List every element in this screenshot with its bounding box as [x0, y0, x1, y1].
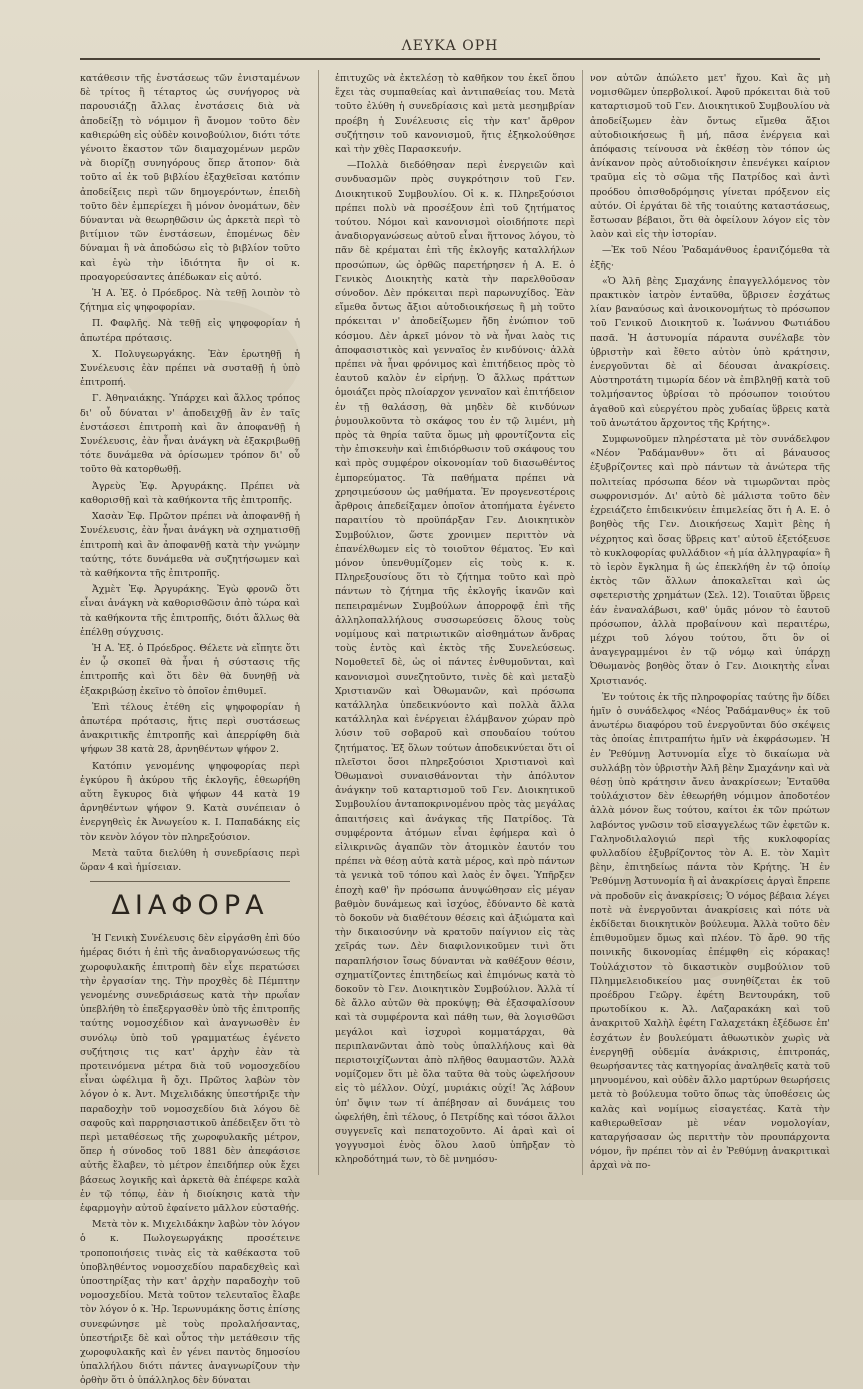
running-title: ΛΕΥΚΑ ΟΡΗ [401, 38, 499, 54]
paragraph: Ἡ Α. Ἐξ. ὁ Πρόεδρος. Θέλετε νὰ εἴπητε ὅτι ἐν ᾧ σκοπεῖ θὰ ἦναι ἡ σύστασις τῆς ἐπιτροπῆς καὶ ὅτι δὲν θὰ δυνηθῇ νὰ ἐξακριβώσῃ ἐκεῖνο τὸ ὁποῖον ἐπιθυμεῖ. [80, 642, 300, 697]
paragraph: Ἀγρεὺς Ἐφ. Ἀργυράκης. Πρέπει νὰ καθορισθῇ καὶ τὰ καθήκοντα τῆς ἐπιτροπῆς. [80, 480, 300, 506]
column-divider [318, 70, 319, 1175]
paragraph: νον αὐτῶν ἀπώλετο μετ' ἤχου. Καὶ ἂς μὴ νομισθῶμεν ὑπερβολικοί. Ἀφοῦ πρόκειται διὰ τοῦ καταρτισμοῦ τοῦ Γεν. Διοικητικοῦ Συμβουλίου νὰ ἀποδείξωμεν ἐὰν ὄντως εἴμεθα ἄξιοι αὐτοδιοικήσεως ἢ μή, πᾶσα ἐνέργεια καὶ ἀπόφασις τείνουσα νὰ ἐκθέσῃ τὸν τόπον ὡς ἀνίκανον πρὸς αὐτοδιοίκησιν ἐπενέγκει καίριον τραῦμα εἰς τὸ σῶμα τῆς Πατρίδος καὶ ἀντὶ προόδου ὀπισθοδρόμησις γίνεται πρόξενον εἰς αὐτόν. Οἱ ἐργάται δὲ τῆς τοιαύτης καταστάσεως, ἔστωσαν βέβαιοι, ὅτι θὰ ὀφείλουν λόγον εἰς τὸν λαὸν καὶ εἰς τὴν ἱστορίαν. [590, 73, 830, 241]
paragraph: Ἐπὶ τέλους ἐτέθη εἰς ψηφοφορίαν ἡ ἀπωτέρα πρότασις, ἥτις περὶ συστάσεως ἀνακριτικῆς ἐπιτροπῆς καὶ ἀπερρίφθη διὰ ψήφων 38 κατὰ 28, ἀρνηθέντων ψήφον 2. [80, 701, 300, 756]
paragraph: Ἡ Γενικὴ Συνέλευσις δὲν εἰργάσθη ἐπὶ δύο ἡμέρας διότι ἡ ἐπὶ τῆς ἀναδιοργανώσεως τῆς χωροφυλακῆς ἐπιτροπὴ δὲν εἶχε περατώσει τὴν ἐργασίαν της. Τὴν προχθὲς δὲ Πέμπτην γενομένης συνεδριάσεως κατὰ τὴν πρωΐαν ὑπεβλήθη τὸ ἐπεξεργασθὲν ὑπὸ τῆς ἐπιτροπῆς ταύτης νομοσχέδιον καὶ ἀναγνωσθὲν ἐν συνόλῳ ὑπὸ τοῦ γραμματέως ἐγένετο συζήτησις τις κατ' ἀρχὴν ἐὰν τὰ προτεινόμενα μέτρα διὰ τοῦ νομοσχεδίου εἶναι ὠφέλιμα ἢ ὄχι. Πρῶτος λαβὼν τὸν λόγον ὁ κ. Ἀντ. Μιχελιδάκης ὑπεστήριξε τὴν παραδοχὴν τοῦ νομοσχεδίου διὰ λόγου δὲ σαφοῦς καὶ παρρησιαστικοῦ ἀπέδειξεν ὅτι τὸ περὶ μεταθέσεως τῆς χωροφυλακῆς μέτρον, ὅπερ ἡ σύνοδος τοῦ 1881 δὲν ἀπεφάσισε αὐτῆς ἔλαβεν, τὸ μέτρον ἐπειδήπερ οὐκ ἔχει βάσεως λογικῆς καὶ ἀρκετὰ θὰ ἐπέφερε καλὰ ἐν τῷ τόπῳ, ἐὰν ἡ διοίκησις κατὰ τὴν ἐφαρμογὴν αὐτοῦ ἐφαίνετο μᾶλλον εὐσταθής. [80, 933, 300, 1215]
column-2 [335, 72, 575, 1172]
paragraph: Συμφωνοῦμεν πληρέστατα μὲ τὸν συνάδελφον «Νέον Ῥαδάμανθυν» ὅτι αἱ βάναυσος ἐξυβρίζοντες καὶ πρὸ πάντων τὰ ἀνώτερα τῆς πολιτείας πρόσωπα δέον νὰ τιμωρῶνται πρὸς σωφρονισμόν. Δι' αὐτὸ δὲ μάλιστα τοῦτο δὲν ἐχρειάζετο ἐπιδεικνύειν ἐπιμελείας ὅτι ἡ Α. Ε. ὁ βοηθὸς τῆς Γεν. Διοικήσεως Χαμὶτ βὲης ἡ νέχρητος καὶ ὅσας ὕβρεις κατ' αὐτοῦ ἐξετόξευσε τὸ κυκλοφορίας φυλλάδιον «ἡ μία ἀλληγραφία» ἢ τὸ ἱερὸν ἔγκλημα ἢ ὡς ἐπεκλήθη ἐν τῷ ὁποίῳ ἐκτὸς τῶν ἄλλων ἀποκαλεῖται καὶ ὡς σφετεριστὴς χρημάτων (Σελ. 12). Τοιαῦται ὕβρεις ἐάν ἐναναλάβωσι, καθ' ὑμᾶς μόνον τὸ ἑαυτοῦ πρόσωπον, ἀλλὰ προβαίνουν καὶ περαιτέρω, μέχρι τοῦ λόγου τούτου, ὅτι ὃν οἱ ἀναγεγραμμένοι ἐν τῷ νόμῳ καὶ ὑπάρχῃ Ὀθωμανὸς βοηθὸς ὅταν ὁ Γεν. Διοικητὴς εἶναι Χριστιανός. [590, 434, 830, 687]
paragraph: —Πολλὰ διεδόθησαν περὶ ἐνεργειῶν καὶ συνδυασμῶν πρὸς συγκρότησιν τοῦ Γεν. Διοικητικοῦ Συμβουλίου. Οἱ κ. κ. Πληρεξούσιοι πρέπει πολὺ νὰ προσέξουν ἐπὶ τοῦ ζητήματος τούτου. Νόμοι καὶ κανονισμοὶ οἱοιδήποτε περὶ ἀναδιοργανώσεως αὐτοῦ εἶναι ἥττονος λόγου, τὸ πᾶν δὲ κρέμαται ἐπὶ τῆς ἐκλογῆς καταλλήλων προσώπων, ὡς ὀρθῶς παρετήρησεν ἡ Α. Ε. ὁ Γενικὸς Διοικητὴς κατὰ τὴν παρελθοῦσαν σύνοδον. Δὲν πρόκειται περὶ παρωνυχίδος. Ἐὰν εἴμεθα ὄντως ἄξιοι αὐτοδιοικήσεως ἢ μὴ τοῦτο πρόκειται ν' ἀποδείξωμεν ἤδη ἐνώπιον τοῦ κόσμου. Δὲν ἀρκεῖ μόνον τὸ νὰ ἦναι λαὸς τις ἀποφασιστικὸς καὶ γενναῖος ἐν κινδύνοις· ἀλλὰ πρέπει νὰ ἦναι φρόνιμος καὶ ἐπιτήδειος πρὸς τὸ ἑαυτοῦ καλὸν ἐν εἰρήνῃ. Ὁ ἄλλως πράττων ὁμοιάζει πρὸς πλοίαρχον γενναῖον καὶ ἐπιτήδειον ἐν τῇ θαλάσσῃ, θὰ μηδὲν δὲ κινδύνων ῥυμουλκοῦντα τὸ σκάφος του ἐν τῷ λιμένι, μὴ πρὸς τὰ θηρία ταῦτα ὅμως μὴ φροντίζοντα εἰς τὴν ἐπισκευὴν καὶ ἐπιδιόρθωσιν τοῦ σκάφους του καὶ πρὸς συμφέρον οἰκονομίαν τοῦ διασωθέντος ἐμπορεύματος. Τὰ παθήματα πρέπει νὰ χρησιμεύσουν ὡς μαθήματα. Ἐν προγενεστέροις ἄρθροις ἀπεδείξαμεν ὁποῖον ἀτοπήματα ἐγένετο παραιτίου τὸ προϋπάρξαν Γεν. Διοικητικὸν Συμβούλιον, ὥστε χρονιμεν περιττὸν νὰ ἐπανέλθωμεν εἰς τὸ τοιοῦτον θέματος. Ἐν καὶ μόνον ὑπενθυμίζομεν εἰς τοὺς κ. κ. Πληρεξουσίους ὅτι τὸ ζήτημα τοῦτο καὶ πρὸ πάντων τὸ ζήτημα τῆς ἐκλογῆς ἱκανῶν καὶ πεπειραμένων Συμβούλων ἀπορροφᾷ ἐπὶ τῆς ἀλληλοπαλλήλους συσσωρεύσεις ὅλους τοὺς νομίμους καὶ πατριωτικῶν αἰσθημάτων ἄνδρας τοὺς ἐντὸς καὶ ἐκτὸς τῆς Συνελεύσεως. Νομοθετεῖ δὲ, ὡς οἱ πάντες ἐνθυμοῦνται, καὶ κανονισμοὶ συνεζητοῦντο, τινὲς δὲ καὶ μεταξὺ Χριστιανῶν καὶ Ὀθωμανῶν, καὶ πρόσωπα κατάλληλα ὑπεδεικνύοντο καὶ πολλὰ ἄλλα κατάλληλα καὶ ἐνέργειαι ἐλάμβανον χώραν πρὸ λύσιν τοῦ σοβαροῦ καὶ σπουδαίου τούτου ζητήματος. Ἐξ ὅλων τούτων ἀποδεικνύεται ὅτι οἱ πλεῖστοι ὅσοι πληρεξούσιοι Χριστιανοὶ καὶ Ὀθωμανοὶ συναισθάνονται τὴν ἀπόλυτον ἀνάγκην τοῦ καταρτισμοῦ τοῦ Γεν. Διοικητικοῦ Συμβουλίου ἀνταποκρινομένου πρὸς τὰς μεγάλας ἀπαιτήσεις καὶ ἀνάγκας τῆς Πατρίδος. Τὰ συμφέροντα ἀτόμων εἶναι ἐφήμερα καὶ ὁ εἰλικρινῶς ἀγαπῶν τὸν ἀτομικὸν ἑαυτόν του πρέπει νὰ θέσῃ αὐτὰ κατὰ μέρος, καὶ πρὸ πάντων τὰ γενικὰ τοῦ τόπου καὶ λαὸς ἐν ὄψει. Ὑπῆρξεν ἐποχὴ καθ' ἣν πρόσωπα ἀνυψώθησαν εἰς μέγαν βαθμὸν δυνάμεως καὶ ἰσχύος, ἐδύναντο δὲ κατὰ τὸ δοκοῦν νὰ διαθέτουν θέσεις καὶ ἀξιώματα καὶ τὴν δικαιοσύνην νὰ κρατοῦν παίγνιον εἰς τὰς χεῖράς των. Δὲν διαφιλονικοῦμεν τινὶ ὅτι παραπλήσιον ἴσως δύνανται νὰ καθέξουν θέσιν, σχηματίζοντες ἐπιτηδείως καὶ ἐπιμόνως κατὰ τὸ δοκοῦν τὸ Γεν. Διοικητικὸν Συμβούλιον. Ἀλλὰ τί δὲ ἄλλο αὐτῶν θὰ προκύψῃ; Θὰ ἐξασφαλίσουν καὶ τὰ συμφέροντα καὶ πάθη των, θὰ λογισθῶσι μεγάλοι καὶ ἰσχυροὶ κομματάρχαι, θὰ περιπλανῶνται ἀπὸ τοὺς ὑπαλλήλους καὶ θὰ περιστοιχίζωνται ἀπὸ πλῆθος θαυμαστῶν. Ἀλλὰ νομίζομεν ὅτι μὲ ὅλα ταῦτα θὰ τοὺς ὠφελήσουν εἰς τὸ μέλλον. Οὐχί, μυριάκις οὐχί! Ἂς λάβουν ὑπ' ὄψιν των τί ἀπέβησαν αἱ δυνάμεις του ὠφελήθη, ἐπὶ τέλους, ὁ Πετρίδης καὶ τόσοι ἄλλοι συγγενεῖς καὶ πεπατοχοῦντο. Αἱ ἀραὶ καὶ οἱ γογγυσμοὶ ἑνὸς ὅλου λαοῦ ὑπῆρξαν τὸ κληροδότημά των, τὸ δὲ μνημόσυ- [335, 160, 575, 1166]
paragraph: κατάθεσιν τῆς ἐνστάσεως τῶν ἐνισταμένων δὲ τρίτος ἢ τέταρτος ὡς συνήγορος νὰ παρουσιάζῃ ἄλλας ἐνστάσεις διὰ νὰ ἀποδείξῃ τὸ νόμιμον ἢ ἄνομον τοῦτο δὲν καθιερώθη εἰς οὐδὲν κοινοβούλιον, διότι τότε γένοιτο ἕκαστον τῶν διαμαχομένων μερῶν νὰ διορίζῃ συνηγόρους ὅπερ ἄτοπον· διὰ τοῦτο αἱ ἐκ τοῦ βιβλίου ἐξαχθεῖσαι κατόπιν ἀποδείξεις περὶ τῶν δημογερόντων, ἐπειδὴ τοῦτο δὲν ἐμπερίεχει ἢ μόνον ὀνομάτων, δὲν δύνανται νὰ θεωρηθῶσιν ὡς ἀρκετὰ περὶ τὸ βιτίμιον τῶν ἐνστάσεων, ἐπομένως δὲν δύναμαι ἢ νὰ ἀποδώσω εἰς τὸ βιβλίον τοῦτο καὶ ἐγὼ τὴν ἰδιότητα ἣν οἱ κ. προαγορεύσαντες ἀπέδωκαν εἰς αὐτό. [80, 73, 300, 283]
paragraph: Π. Φαφλῆς. Νὰ τεθῇ εἰς ψηφοφορίαν ἡ ἀπωτέρα πρότασις. [80, 318, 300, 344]
column-divider [582, 70, 583, 1175]
column-1 [80, 72, 300, 1387]
header-rule [80, 58, 820, 60]
paragraph: —Ἐκ τοῦ Νέου Ῥαδαμάνθυος ἐρανιζόμεθα τὰ ἑξῆς· [590, 245, 830, 271]
paragraph: Χ. Πολυγεωργάκης. Ἐὰν ἐρωτηθῇ ἡ Συνέλευσις ἐὰν πρέπει νὰ συσταθῇ ἡ ὑπὸ ἐπιτροπή. [80, 348, 300, 389]
paragraph: Μετὰ ταῦτα διελύθη ἡ συνεδρίασις περὶ ὥραν 4 καὶ ἡμίσειαν. [80, 847, 300, 873]
paragraph: Κατόπιν γενομένης ψηφοφορίας περὶ ἐγκύρου ἢ ἀκύρου τῆς ἐκλογῆς, ἐθεωρήθη αὕτη ἔγκυρος διὰ ψήφων 44 κατὰ 19 ἀρνηθέντων ψήφον 9. Κατὰ συνέπειαν ὁ ἐνεργηθεὶς ἐκ Ἀνωγείου κ. Ι. Παπαδάκης εἰς τὸν κενὸν λόγον τὸν πληρεξούσιον. [80, 760, 300, 843]
paragraph: Ἀχμὲτ Ἐφ. Ἀργυράκης. Ἐγὼ φρονῶ ὅτι εἶναι ἀνάγκη νὰ καθορισθῶσιν ἀπὸ τώρα καὶ τὰ καθήκοντα τῆς ἐπιτροπῆς, διότι ἄλλως θὰ ἐπέλθῃ σύγχυσις. [80, 584, 300, 638]
paragraph: Ἐν τούτοις ἐκ τῆς πληροφορίας ταύτης ἣν δίδει ἡμῖν ὁ συνάδελφος «Νέος Ῥαδάμανθυς» ἐκ τοῦ ἀνωτέρω διαφόρου τοῦ ἐνεργοῦνται δύο σκέψεις τὰς ὁποίας ἐπιτραπήτω ἡμῖν νὰ ἐκφράσωμεν. Ἡ ἐν Ῥεθύμνῃ Ἀστυνομία εἶχε τὸ δικαίωμα νὰ συλλάβῃ τὸν ὑβριστὴν Ἀλῆ βὲην Σμαχάνην καὶ νὰ θέσῃ ὑπὸ κράτησιν ἄνευ ἀνακρίσεων; Ἐνταῦθα τοὐλάχιστον δὲν ἐθεωρήθη νόμιμον ἀποδοτέον ἀλλὰ μόνον ἕως τούτου, καίτοι ἐκ τῶν πρώτων λαβόντος γνῶσιν τοῦ εἰσαγγελέως τῶν ἐφετῶν κ. Γαληνοδιλαλογιώ περὶ τῆς κυκλοφορίας φυλλαδίου ἐξυβρίζοντος τὸν Α. Ε. τὸν Χαμὶτ βὲην, ἐπιτηδείως πάντα τὸν Κρήτης. Ἡ ἐν Ῥεθύμνῃ Ἀστυνομία ἢ αἱ ἀνακρίσεις ἀργαὶ ἔπρεπε νὰ προδοῦν εἰς ἀνακρίσεις; Ὁ νόμος βέβαια λέγει ποτὲ νὰ ἐνεργοῦνται ἀνακρίσεις καὶ πότε νὰ ἐκδίδεται διοικητικὸν βούλευμα. Ἀλλὰ τοῦτο δὲν ἐπιθυμοῦμεν ὅμως καὶ πλέον. Τὸ ἄρθ. 90 τῆς ποινικῆς δικονομίας ἐπέμφθη εἰς κόρακας! Τοὐλάχιστον τὸ δικαστικὸν συμβούλιον τοῦ Πλημμελειοδικείου μας συνηθίζεται ἐκ τοῦ προέδρου Γεῶργ. ἐφέτη Βεντουράκη, τοῦ πρωτοδίκου κ. Ἀλ. Λαζαρακάκη καὶ τοῦ ἀνακριτοῦ Χαλὴλ ἐφέτη Γαλαχετάκη ἐξέδωσε ἐπ' ἐσχάτων ἐν βουλεύματι ἀθωωτικὸν χωρὶς νὰ ἐνεργηθῇ οὐδεμία ἀνάκρισις, ἐπιτροπάς, θεωρήσαντες τὰς κατηγορίας ἀναληθεῖς κατὰ τοῦ μηνυομένου, καὶ οὐδὲν ἄλλο μαρτύρων θεωρήσεις μετὰ τὸ βούλευμα τοῦτο ὅπως τὰς ὑποθέσεις ὡς καλὰς καὶ νομίμως εἰσαγετέας. Κατὰ τὴν καθιερωθεῖσαν μὲ νέαν νομολογίαν, καταργήσασαν ὡς περιττὴν τὸν προυπάρχοντα νόμον, ἣν πρέπει τὸν αἱ ἐν Ῥεθύμνῃ ἀνακριτικαὶ ἀρχαὶ νὰ πο- [590, 691, 830, 1172]
masthead [80, 34, 820, 64]
paragraph: ἐπιτυχῶς νὰ ἐκτελέσῃ τὸ καθῆκον του ἐκεῖ ὅπου ἔχει τὰς συμπαθείας καὶ ἀντιπαθείας του. Μετὰ τοῦτο ἐλύθη ἡ συνεδρίασις καὶ μετὰ μεσημβρίαν προέβη ἡ Συνέλευσις εἰς τὴν κατ' ἄρθρον συζήτησιν τοῦ κανονισμοῦ, ἥτις ἐξηκολούθησε καὶ τὴν χθὲς Παρασκευήν. [335, 73, 575, 156]
paragraph: Γ. Ἀθηναιάκης. Ὑπάρχει καὶ ἄλλος τρόπος δι' οὗ δύναται ν' ἀποδειχθῇ ἂν ἐν ταῖς ἐνστάσεσι ἐπιτροπὴ καὶ ἂν ἀποφανθῇ ἡ Συνέλευσις, ἐὰν ἦναι ἀνάγκη νὰ ἐξακριβωθῇ τότε δυνάμεθα νὰ ὁρίσωμεν τρόπον δι' οὗ τοῦτο θὰ κατορθωθῇ. [80, 393, 300, 476]
column-3 [590, 72, 830, 1172]
paragraph: Ἡ Α. Ἐξ. ὁ Πρόεδρος. Νὰ τεθῇ λοιπὸν τὸ ζήτημα εἰς ψηφοφορίαν. [80, 288, 300, 314]
paragraph: «Ὁ Ἀλῆ βὲης Σμαχάνης ἐπαγγελλόμενος τὸν πρακτικὸν ἰατρὸν ἐνταῦθα, ὕβρισεν ἐσχάτως λίαν βαναύσως καὶ ἀνοικονομήτως τὸ πρόσωπον τοῦ Γενικοῦ Διοικητοῦ κ. Ἰωάννου Φωτιάδου πασᾶ. Ἡ ἀστυνομία πάραυτα συνέλαβε τὸν ὑβριστὴν καὶ ἔθετο αὐτὸν ὑπὸ κράτησιν, ἐνεργοῦνται δὲ αἱ δέουσαι ἀνακρίσεις. Αὐστηροτάτη τιμωρία δέον νὰ ἐπιβληθῇ κατὰ τοῦ τολμήσαντος ὑβρίσαι τὸ πρόσωπον τοιούτου ἀγαθοῦ καὶ εὐεργέτου πρὸς χυδαίας ὕβρεις κατὰ τοῦ ἀνωτάτου ἄρχοντος τῆς Κρήτης». [590, 275, 830, 429]
section-separator [90, 881, 290, 882]
section-title: ΔΙΑΦΟΡΑ [111, 890, 269, 922]
paragraph: Χασὰν Ἐφ. Πρῶτον πρέπει νὰ ἀποφανθῇ ἡ Συνέλευσις, ἐὰν ἦναι ἀνάγκη νὰ σχηματισθῇ ἐπιτροπὴ καὶ ἂν ἀποφανθῇ κατὰ τὴν γνώμην ταύτης, τότε δυνάμεθα νὰ συζητήσωμεν καὶ τὰ καθήκοντα τῆς ἐπιτροπῆς. [80, 511, 300, 579]
paragraph: Μετὰ τὸν κ. Μιχελιδάκην λαβὼν τὸν λόγον ὁ κ. Πωλογεωργάκης προσέτεινε τροποποιήσεις τινὰς εἰς τὰ καθέκαστα τοῦ ὑποβληθέντος νομοσχεδίου παραδεχθεὶς καὶ ὑποστηρίξας τὴν κατ' ἀρχὴν παραδοχὴν τοῦ νομοσχεδίου. Μετὰ τοῦτον τελευταῖος ἔλαβε τὸν λόγον ὁ κ. Ἠρ. Ἱερωνυμάκης ὅστις ἐπίσης συνεφώνησε μὲ τοὺς προλαλήσαντας, ὑπεστήριξε δὲ καὶ οὗτος τὴν μετάθεσιν τῆς χωροφυλακῆς καὶ ἐν γένει παντὸς δημοσίου ὑπαλλήλου διότι πάντες ἀναγνωρίζουν τὴν ὀρθὴν ὅτι ὁ ὑπάλληλος δὲν δύναται [80, 1219, 300, 1387]
